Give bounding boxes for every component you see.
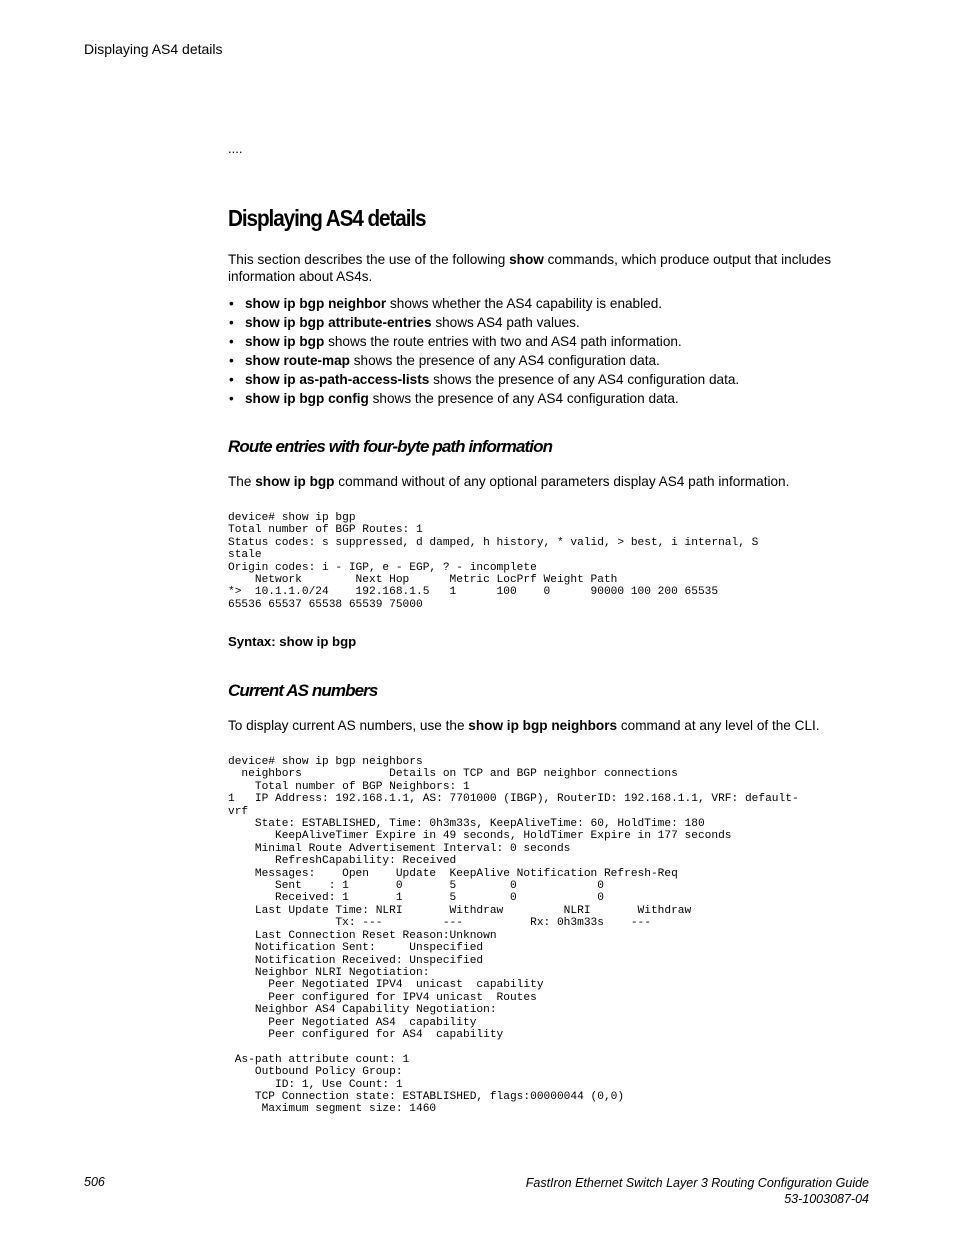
list-item-command: show ip bgp attribute-entries <box>245 315 432 330</box>
intro-text-pre: This section describes the use of the following <box>228 252 510 267</box>
footer-doc-number: 53-1003087-04 <box>784 1192 869 1206</box>
list-item-text: shows AS4 path values. <box>431 315 580 330</box>
list-item-text: shows the route entries with two and AS4 path information. <box>324 334 682 349</box>
list-item-text: shows the presence of any AS4 configuration data. <box>349 353 660 368</box>
bullet-icon: • <box>229 296 234 311</box>
list-item <box>228 370 868 389</box>
list-item <box>228 332 868 351</box>
list-item-text: shows whether the AS4 capability is enabled. <box>386 296 663 311</box>
section-intro <box>228 251 868 285</box>
list-item <box>228 351 868 370</box>
bullet-icon: • <box>229 372 234 387</box>
section-title: Displaying AS4 details <box>228 205 426 231</box>
ellipsis-text: .... <box>228 141 243 156</box>
footer-guide-title: FastIron Ethernet Switch Layer 3 Routing Configuration Guide <box>525 1176 869 1190</box>
list-item-command: show ip bgp config <box>245 391 369 406</box>
current-as-intro <box>228 717 868 734</box>
intro-text-post: commands, which produce output that includes information about AS4s. <box>228 252 831 284</box>
code-block-show-ip-bgp: device# show ip bgp Total number of BGP Routes: 1 Status codes: s suppressed, d damped, h history, * valid, > best, i internal, S stale Origin codes: i - IGP, e - EGP, ? - incomplete Network Next Hop Metric LocPrf Weight Path *> 10.1.1.0/24 192.168.1.5 1 100 0 90000 100 200 65535 65536 65537 65538 65539 75000 <box>228 512 759 611</box>
list-item <box>228 294 868 313</box>
subsection-title-route-entries: Route entries with four-byte path information <box>228 437 553 456</box>
list-item-text: shows the presence of any AS4 configuration data. <box>429 372 740 387</box>
route-entries-text-post: command without of any optional parameters display AS4 path information. <box>334 474 790 489</box>
list-item-command: show ip bgp <box>245 334 325 349</box>
bullet-icon: • <box>229 315 234 330</box>
subsection-title-current-as: Current AS numbers <box>228 681 378 700</box>
route-entries-text-pre: The <box>228 474 256 489</box>
current-as-command: show ip bgp neighbors <box>468 718 618 733</box>
current-as-text-post: command at any level of the CLI. <box>617 718 820 733</box>
bullet-icon: • <box>229 391 234 406</box>
page-number: 506 <box>84 1175 105 1189</box>
list-item <box>228 313 868 332</box>
list-item <box>228 389 868 408</box>
running-header: Displaying AS4 details <box>84 41 223 57</box>
code-block-show-ip-bgp-neighbors: device# show ip bgp neighbors neighbors Details on TCP and BGP neighbor connections Total number of BGP Neighbors: 1 1 IP Address: 192.168.1.1, AS: 7701000 (IBGP), RouterID: 192.168.1.1, VRF: default- vrf State: ESTABLISHED, Time: 0h3m33s, KeepAliveTime: 60, HoldTime: 180 KeepAliveTimer Expire in 49 seconds, HoldTimer Expire in 177 seconds Minimal Route Advertisement Interval: 0 seconds RefreshCapability: Received Messages: Open Update KeepAlive Notification Refresh-Req Sent : 1 0 5 0 0 Received: 1 1 5 0 0 Last Update Time: NLRI Withdraw NLRI Withdraw Tx: --- --- Rx: 0h3m33s --- Last Connection Reset Reason:Unknown Notification Sent: Unspecified Notification Received: Unspecified Neighbor NLRI Negotiation: Peer Negotiated IPV4 unicast capability Peer configured for IPV4 unicast Routes Neighbor AS4 Capability Negotiation: Peer Negotiated AS4 capability Peer configured for AS4 capability As-path attribute count: 1 Outbound Policy Group: ID: 1, Use Count: 1 TCP Connection state: ESTABLISHED, flags:00000044 (0,0) Maximum segment size: 1460 <box>228 756 799 1116</box>
intro-command: show <box>509 252 544 267</box>
list-item-command: show route-map <box>245 353 350 368</box>
list-item-command: show ip bgp neighbor <box>245 296 387 311</box>
footer-guide-info <box>526 1175 869 1207</box>
command-list <box>228 294 868 408</box>
route-entries-intro <box>228 473 868 490</box>
list-item-command: show ip as-path-access-lists <box>245 372 430 387</box>
syntax-line: Syntax: show ip bgp <box>228 634 357 649</box>
bullet-icon: • <box>229 334 234 349</box>
bullet-icon: • <box>229 353 234 368</box>
route-entries-command: show ip bgp <box>255 474 335 489</box>
current-as-text-pre: To display current AS numbers, use the <box>228 718 469 733</box>
list-item-text: shows the presence of any AS4 configuration data. <box>368 391 679 406</box>
